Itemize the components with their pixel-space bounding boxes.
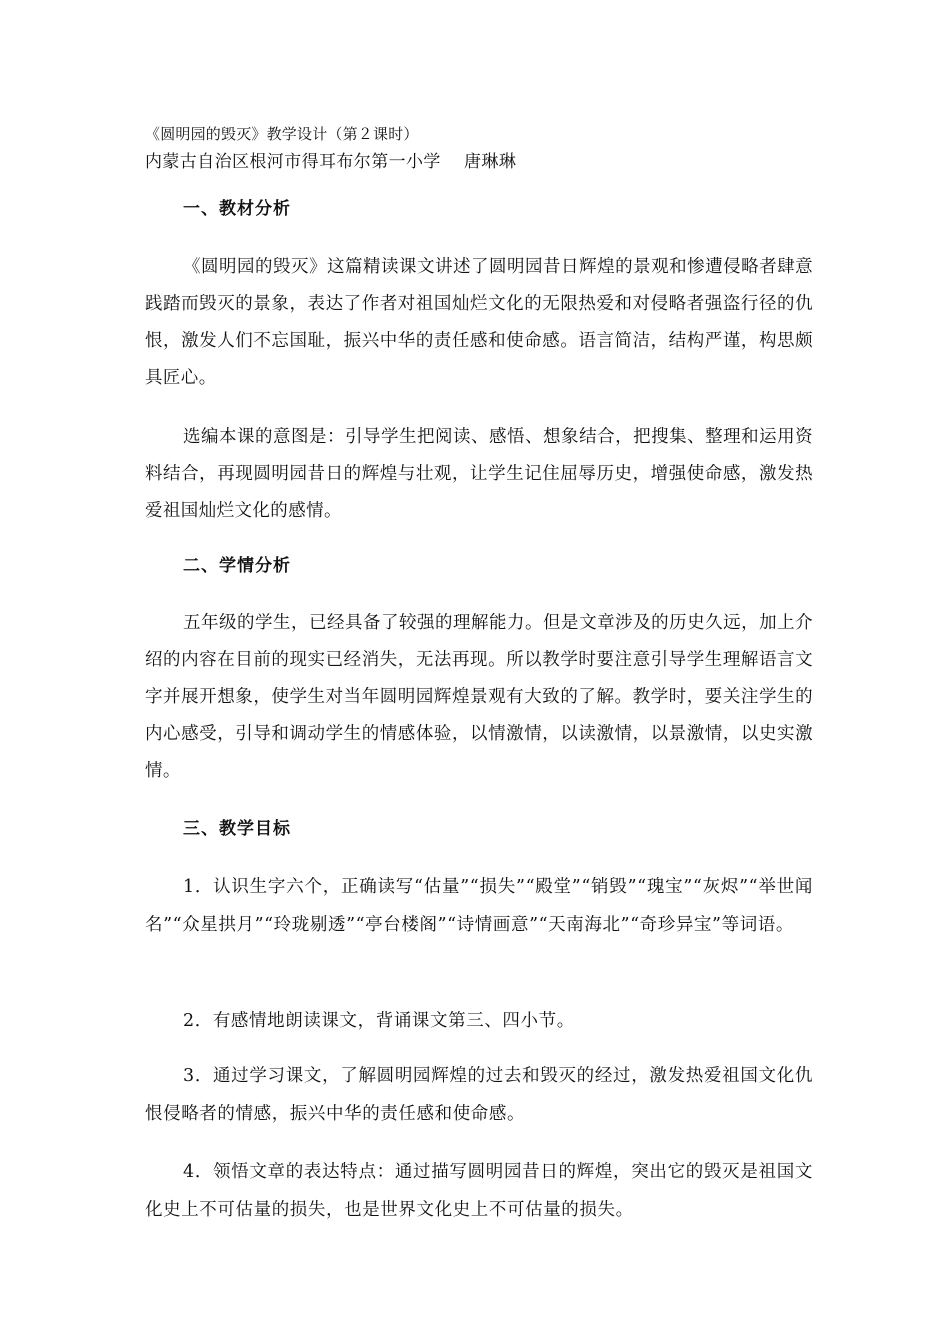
goal-item-2: 2．有感情地朗读课文，背诵课文第三、四小节。: [183, 1011, 575, 1031]
section-heading-textbook-analysis: 一、教材分析: [183, 199, 291, 219]
section-heading-teaching-goals: 三、教学目标: [183, 819, 291, 839]
author-line: 内蒙古自治区根河市得耳布尔第一小学 唐琳琳: [145, 152, 517, 172]
paragraph-textbook-analysis-2: 选编本课的意图是：引导学生把阅读、感悟、想象结合，把搜集、整理和运用资料结合，再现圆明园昔日的辉煌与壮观，让学生记住屈辱历史，增强使命感，激发热爱祖国灿烂文化的感情。: [145, 427, 813, 521]
goal-item-1: 1．认识生字六个，正确读写“估量”“损失”“殿堂”“销毁”“瑰宝”“灰烬”“举世闻名”“众星拱月”“玲珑剔透”“亭台楼阁”“诗情画意”“天南海北”“奇珍异宝”等词语。: [145, 877, 813, 935]
paragraph-student-analysis-1: 五年级的学生，已经具备了较强的理解能力。但是文章涉及的历史久远，加上介绍的内容在目前的现实已经消失，无法再现。所以教学时要注意引导学生理解语言文字并展开想象，使学生对当年圆明园辉煌景观有大致的了解。教学时，要关注学生的内心感受，引导和调动学生的情感体验，以情激情，以读激情，以景激情，以史实激情。: [145, 613, 813, 781]
goal-item-4: 4．领悟文章的表达特点：通过描写圆明园昔日的辉煌，突出它的毁灭是祖国文化史上不可估量的损失，也是世界文化史上不可估量的损失。: [145, 1162, 813, 1220]
section-heading-student-analysis: 二、学情分析: [183, 556, 291, 576]
paragraph-textbook-analysis-1: 《圆明园的毁灭》这篇精读课文讲述了圆明园昔日辉煌的景观和惨遭侵略者肆意践踏而毁灭的景象，表达了作者对祖国灿烂文化的无限热爱和对侵略者强盗行径的仇恨，激发人们不忘国耻，振兴中华的责任感和使命感。语言简洁，结构严谨，构思颇具匠心。: [145, 257, 813, 388]
goal-item-3: 3．通过学习课文，了解圆明园辉煌的过去和毁灭的经过，激发热爱祖国文化仇恨侵略者的情感，振兴中华的责任感和使命感。: [145, 1066, 813, 1124]
document-title: 《圆明园的毁灭》教学设计（第２课时）: [145, 125, 419, 143]
